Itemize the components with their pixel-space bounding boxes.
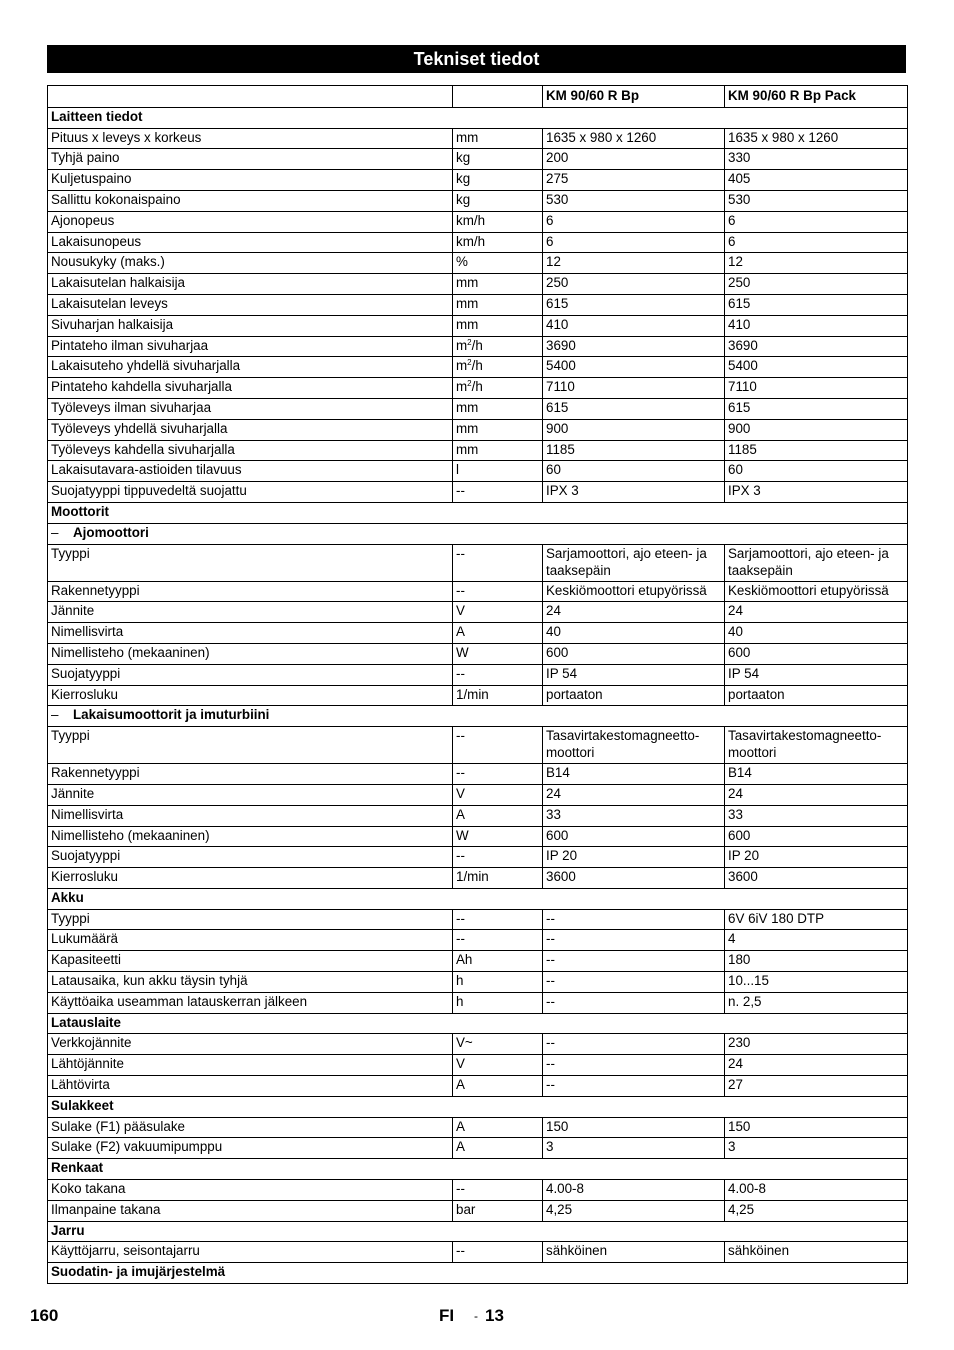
spec-value-model1: 150 xyxy=(543,1117,725,1138)
spec-label: Kierrosluku xyxy=(48,868,453,889)
table-row xyxy=(48,274,908,295)
spec-value-model2: 230 xyxy=(725,1034,908,1055)
subsection-label: Ajomoottori xyxy=(73,524,149,540)
spec-unit: mm xyxy=(453,294,543,315)
spec-label: Lakaisunopeus xyxy=(48,232,453,253)
table-row xyxy=(48,764,908,785)
spec-unit: V xyxy=(453,1055,543,1076)
spec-value-model1: 275 xyxy=(543,170,725,191)
spec-value-model1: -- xyxy=(543,951,725,972)
spec-label: Lakaisuteho yhdellä sivuharjalla xyxy=(48,357,453,378)
spec-value-model1: Sarjamoottori, ajo eteen- ja taaksepäin xyxy=(543,544,725,581)
spec-unit: Ah xyxy=(453,951,543,972)
table-row xyxy=(48,868,908,889)
table-row xyxy=(48,930,908,951)
spec-label: Sulake (F1) pääsulake xyxy=(48,1117,453,1138)
table-row xyxy=(48,357,908,378)
spec-value-model2: 24 xyxy=(725,784,908,805)
spec-value-model1: 3 xyxy=(543,1138,725,1159)
section-heading: Jarru xyxy=(48,1221,908,1242)
table-row xyxy=(48,1034,908,1055)
section-heading: Renkaat xyxy=(48,1159,908,1180)
spec-label: Sulake (F2) vakuumipumppu xyxy=(48,1138,453,1159)
spec-value-model2: 4 xyxy=(725,930,908,951)
spec-value-model1: B14 xyxy=(543,764,725,785)
table-row xyxy=(48,315,908,336)
spec-unit: mm xyxy=(453,274,543,295)
spec-value-model2: 40 xyxy=(725,623,908,644)
spec-unit: A xyxy=(453,1117,543,1138)
spec-label: Kapasiteetti xyxy=(48,951,453,972)
table-row xyxy=(48,847,908,868)
spec-label: Suojatyyppi xyxy=(48,847,453,868)
subsection-heading xyxy=(48,706,908,727)
spec-value-model1: -- xyxy=(543,930,725,951)
spec-unit: 1/min xyxy=(453,685,543,706)
spec-table-body xyxy=(48,86,908,1284)
table-row xyxy=(48,461,908,482)
table-row xyxy=(48,294,908,315)
dash-bullet: – xyxy=(51,524,59,540)
spec-unit: mm xyxy=(453,419,543,440)
spec-value-model2: 33 xyxy=(725,805,908,826)
spec-value-model2: n. 2,5 xyxy=(725,992,908,1013)
spec-value-model1: 1635 x 980 x 1260 xyxy=(543,128,725,149)
subsection-row xyxy=(48,706,908,727)
spec-unit: -- xyxy=(453,930,543,951)
spec-value-model1: 5400 xyxy=(543,357,725,378)
spec-value-model2: 5400 xyxy=(725,357,908,378)
spec-value-model2: 180 xyxy=(725,951,908,972)
table-row xyxy=(48,544,908,581)
spec-unit: A xyxy=(453,623,543,644)
header-model2: KM 90/60 R Bp Pack xyxy=(725,86,908,108)
spec-value-model2: IP 20 xyxy=(725,847,908,868)
section-row xyxy=(48,1221,908,1242)
spec-value-model1: -- xyxy=(543,1055,725,1076)
spec-value-model1: 900 xyxy=(543,419,725,440)
spec-unit: A xyxy=(453,1076,543,1097)
spec-value-model1: 615 xyxy=(543,398,725,419)
spec-unit: W xyxy=(453,826,543,847)
table-row xyxy=(48,623,908,644)
spec-unit: -- xyxy=(453,581,543,602)
spec-label: Pituus x leveys x korkeus xyxy=(48,128,453,149)
spec-value-model1: IPX 3 xyxy=(543,482,725,503)
spec-value-model1: 3690 xyxy=(543,336,725,357)
spec-value-model2: 150 xyxy=(725,1117,908,1138)
table-row xyxy=(48,643,908,664)
spec-value-model1: portaaton xyxy=(543,685,725,706)
spec-value-model2: 24 xyxy=(725,602,908,623)
spec-value-model2: 250 xyxy=(725,274,908,295)
spec-value-model2: 6 xyxy=(725,211,908,232)
spec-label: Tyhjä paino xyxy=(48,149,453,170)
spec-value-model2: B14 xyxy=(725,764,908,785)
spec-value-model1: -- xyxy=(543,1034,725,1055)
section-heading: Laitteen tiedot xyxy=(48,107,908,128)
spec-value-model1: 24 xyxy=(543,602,725,623)
spec-value-model2: sähköinen xyxy=(725,1242,908,1263)
spec-unit: -- xyxy=(453,764,543,785)
spec-value-model1: 1185 xyxy=(543,440,725,461)
spec-label: Verkkojännite xyxy=(48,1034,453,1055)
spec-unit: V xyxy=(453,784,543,805)
spec-label: Sallittu kokonaispaino xyxy=(48,190,453,211)
section-row xyxy=(48,888,908,909)
header-unit-cell xyxy=(453,86,543,108)
spec-unit: h xyxy=(453,992,543,1013)
spec-value-model1: -- xyxy=(543,972,725,993)
spec-value-model1: 615 xyxy=(543,294,725,315)
spec-label: Suojatyyppi tippuvedeltä suojattu xyxy=(48,482,453,503)
spec-label: Jännite xyxy=(48,784,453,805)
table-row xyxy=(48,1138,908,1159)
spec-value-model2: Tasavirtakestomagneetto-moottori xyxy=(725,727,908,764)
spec-value-model2: 7110 xyxy=(725,378,908,399)
spec-label: Ajonopeus xyxy=(48,211,453,232)
table-header-row xyxy=(48,86,908,108)
table-row xyxy=(48,128,908,149)
spec-value-model2: IP 54 xyxy=(725,664,908,685)
spec-label: Lähtöjännite xyxy=(48,1055,453,1076)
spec-value-model1: -- xyxy=(543,909,725,930)
spec-unit: -- xyxy=(453,847,543,868)
subsection-heading xyxy=(48,523,908,544)
spec-value-model1: Keskiömoottori etupyörissä xyxy=(543,581,725,602)
footer-section-page: 13 xyxy=(485,1306,504,1325)
spec-value-model2: 600 xyxy=(725,643,908,664)
spec-value-model2: 600 xyxy=(725,826,908,847)
spec-unit: V xyxy=(453,602,543,623)
table-row xyxy=(48,336,908,357)
table-row xyxy=(48,398,908,419)
subsection-row xyxy=(48,523,908,544)
table-row xyxy=(48,211,908,232)
spec-value-model1: 60 xyxy=(543,461,725,482)
spec-unit: mm xyxy=(453,128,543,149)
spec-label: Rakennetyyppi xyxy=(48,581,453,602)
spec-label: Kierrosluku xyxy=(48,685,453,706)
spec-value-model2: 3690 xyxy=(725,336,908,357)
table-row xyxy=(48,232,908,253)
section-row xyxy=(48,1013,908,1034)
table-row xyxy=(48,685,908,706)
spec-value-model2: 1635 x 980 x 1260 xyxy=(725,128,908,149)
section-row xyxy=(48,1096,908,1117)
header-label-cell xyxy=(48,86,453,108)
section-heading: Moottorit xyxy=(48,502,908,523)
spec-value-model2: 1185 xyxy=(725,440,908,461)
spec-value-model1: 600 xyxy=(543,643,725,664)
table-row xyxy=(48,1180,908,1201)
spec-unit: kg xyxy=(453,190,543,211)
spec-label: Työleveys ilman sivuharjaa xyxy=(48,398,453,419)
spec-label: Työleveys kahdella sivuharjalla xyxy=(48,440,453,461)
spec-value-model1: 3600 xyxy=(543,868,725,889)
spec-label: Lähtövirta xyxy=(48,1076,453,1097)
dash-bullet: – xyxy=(51,707,59,723)
spec-unit: $m^2/h$ xyxy=(453,378,543,399)
spec-label: Lakaisutelan leveys xyxy=(48,294,453,315)
page-number: 160 xyxy=(30,1306,59,1325)
spec-unit: $m^2/h$ xyxy=(453,357,543,378)
spec-value-model1: 6 xyxy=(543,232,725,253)
spec-unit: A xyxy=(453,1138,543,1159)
table-row xyxy=(48,581,908,602)
spec-value-model2: 410 xyxy=(725,315,908,336)
spec-value-model1: -- xyxy=(543,992,725,1013)
spec-unit: km/h xyxy=(453,232,543,253)
spec-value-model1: 24 xyxy=(543,784,725,805)
footer-separator: - xyxy=(474,1309,478,1323)
spec-label: Kuljetuspaino xyxy=(48,170,453,191)
spec-label: Pintateho kahdella sivuharjalla xyxy=(48,378,453,399)
spec-unit: km/h xyxy=(453,211,543,232)
spec-unit: W xyxy=(453,643,543,664)
spec-unit: 1/min xyxy=(453,868,543,889)
spec-table xyxy=(47,85,908,1284)
spec-label: Sivuharjan halkaisija xyxy=(48,315,453,336)
spec-value-model1: 250 xyxy=(543,274,725,295)
table-row xyxy=(48,170,908,191)
spec-value-model2: 3 xyxy=(725,1138,908,1159)
spec-value-model1: sähköinen xyxy=(543,1242,725,1263)
spec-value-model1: 12 xyxy=(543,253,725,274)
spec-value-model1: 33 xyxy=(543,805,725,826)
table-row xyxy=(48,253,908,274)
spec-value-model2: 615 xyxy=(725,398,908,419)
spec-value-model2: 24 xyxy=(725,1055,908,1076)
table-row xyxy=(48,1117,908,1138)
spec-label: Käyttöjarru, seisontajarru xyxy=(48,1242,453,1263)
spec-label: Jännite xyxy=(48,602,453,623)
spec-label: Nimellisteho (mekaaninen) xyxy=(48,826,453,847)
section-heading: Akku xyxy=(48,888,908,909)
section-heading: Sulakkeet xyxy=(48,1096,908,1117)
section-heading: Suodatin- ja imujärjestelmä xyxy=(48,1263,908,1284)
spec-unit: -- xyxy=(453,727,543,764)
spec-value-model1: 530 xyxy=(543,190,725,211)
spec-value-model2: 3600 xyxy=(725,868,908,889)
spec-value-model1: 4.00-8 xyxy=(543,1180,725,1201)
spec-unit: A xyxy=(453,805,543,826)
section-row xyxy=(48,1159,908,1180)
spec-unit: -- xyxy=(453,664,543,685)
table-row xyxy=(48,1055,908,1076)
spec-value-model2: Sarjamoottori, ajo eteen- ja taaksepäin xyxy=(725,544,908,581)
table-row xyxy=(48,1076,908,1097)
table-row xyxy=(48,149,908,170)
table-row xyxy=(48,190,908,211)
spec-label: Ilmanpaine takana xyxy=(48,1200,453,1221)
spec-value-model2: 330 xyxy=(725,149,908,170)
spec-label: Suojatyyppi xyxy=(48,664,453,685)
spec-value-model1: -- xyxy=(543,1076,725,1097)
spec-value-model1: IP 54 xyxy=(543,664,725,685)
spec-value-model2: IPX 3 xyxy=(725,482,908,503)
spec-label: Tyyppi xyxy=(48,544,453,581)
spec-unit: -- xyxy=(453,1242,543,1263)
section-row xyxy=(48,107,908,128)
spec-value-model1: 410 xyxy=(543,315,725,336)
table-row xyxy=(48,419,908,440)
spec-value-model2: 10...15 xyxy=(725,972,908,993)
spec-label: Nimellisvirta xyxy=(48,623,453,644)
table-row xyxy=(48,951,908,972)
spec-value-model2: 4.00-8 xyxy=(725,1180,908,1201)
table-row xyxy=(48,909,908,930)
spec-value-model1: 40 xyxy=(543,623,725,644)
table-row xyxy=(48,992,908,1013)
spec-value-model2: 900 xyxy=(725,419,908,440)
spec-label: Pintateho ilman sivuharjaa xyxy=(48,336,453,357)
spec-label: Tyyppi xyxy=(48,727,453,764)
spec-label: Latausaika, kun akku täysin tyhjä xyxy=(48,972,453,993)
spec-value-model2: 615 xyxy=(725,294,908,315)
spec-label: Nousukyky (maks.) xyxy=(48,253,453,274)
header-model1: KM 90/60 R Bp xyxy=(543,86,725,108)
section-heading: Latauslaite xyxy=(48,1013,908,1034)
spec-unit: V~ xyxy=(453,1034,543,1055)
table-row xyxy=(48,378,908,399)
table-row xyxy=(48,1242,908,1263)
table-row xyxy=(48,784,908,805)
spec-unit: h xyxy=(453,972,543,993)
spec-unit: l xyxy=(453,461,543,482)
spec-unit: kg xyxy=(453,170,543,191)
spec-unit: -- xyxy=(453,909,543,930)
table-row xyxy=(48,1200,908,1221)
spec-label: Lakaisutavara-astioiden tilavuus xyxy=(48,461,453,482)
spec-value-model2: 27 xyxy=(725,1076,908,1097)
section-row xyxy=(48,1263,908,1284)
spec-value-model1: 7110 xyxy=(543,378,725,399)
spec-value-model2: 405 xyxy=(725,170,908,191)
spec-unit: kg xyxy=(453,149,543,170)
table-row xyxy=(48,440,908,461)
spec-label: Rakennetyyppi xyxy=(48,764,453,785)
spec-value-model2: portaaton xyxy=(725,685,908,706)
spec-unit: -- xyxy=(453,482,543,503)
spec-value-model2: 60 xyxy=(725,461,908,482)
spec-unit: % xyxy=(453,253,543,274)
spec-value-model2: 12 xyxy=(725,253,908,274)
spec-unit: -- xyxy=(453,544,543,581)
subsection-label: Lakaisumoottorit ja imuturbiini xyxy=(73,707,270,723)
spec-unit: mm xyxy=(453,440,543,461)
table-row xyxy=(48,972,908,993)
table-row xyxy=(48,664,908,685)
table-row xyxy=(48,602,908,623)
spec-value-model1: Tasavirtakestomagneetto-moottori xyxy=(543,727,725,764)
spec-label: Lukumäärä xyxy=(48,930,453,951)
spec-label: Työleveys yhdellä sivuharjalla xyxy=(48,419,453,440)
spec-unit: mm xyxy=(453,398,543,419)
spec-value-model2: 530 xyxy=(725,190,908,211)
section-row xyxy=(48,502,908,523)
spec-value-model2: 6 xyxy=(725,232,908,253)
spec-unit: $m^2/h$ xyxy=(453,336,543,357)
footer-language: FI xyxy=(439,1306,455,1325)
spec-unit: -- xyxy=(453,1180,543,1201)
spec-value-model2: Keskiömoottori etupyörissä xyxy=(725,581,908,602)
spec-label: Nimellisvirta xyxy=(48,805,453,826)
spec-value-model2: 6V 6iV 180 DTP xyxy=(725,909,908,930)
spec-value-model1: 4,25 xyxy=(543,1200,725,1221)
spec-value-model1: 600 xyxy=(543,826,725,847)
table-row xyxy=(48,482,908,503)
spec-label: Käyttöaika useamman latauskerran jälkeen xyxy=(48,992,453,1013)
page-title: Tekniset tiedot xyxy=(47,45,906,73)
spec-label: Koko takana xyxy=(48,1180,453,1201)
spec-value-model2: 4,25 xyxy=(725,1200,908,1221)
spec-unit: bar xyxy=(453,1200,543,1221)
table-row xyxy=(48,805,908,826)
spec-label: Nimellisteho (mekaaninen) xyxy=(48,643,453,664)
spec-value-model1: IP 20 xyxy=(543,847,725,868)
table-row xyxy=(48,826,908,847)
spec-value-model1: 6 xyxy=(543,211,725,232)
spec-value-model1: 200 xyxy=(543,149,725,170)
table-row xyxy=(48,727,908,764)
spec-unit: mm xyxy=(453,315,543,336)
spec-label: Lakaisutelan halkaisija xyxy=(48,274,453,295)
spec-label: Tyyppi xyxy=(48,909,453,930)
